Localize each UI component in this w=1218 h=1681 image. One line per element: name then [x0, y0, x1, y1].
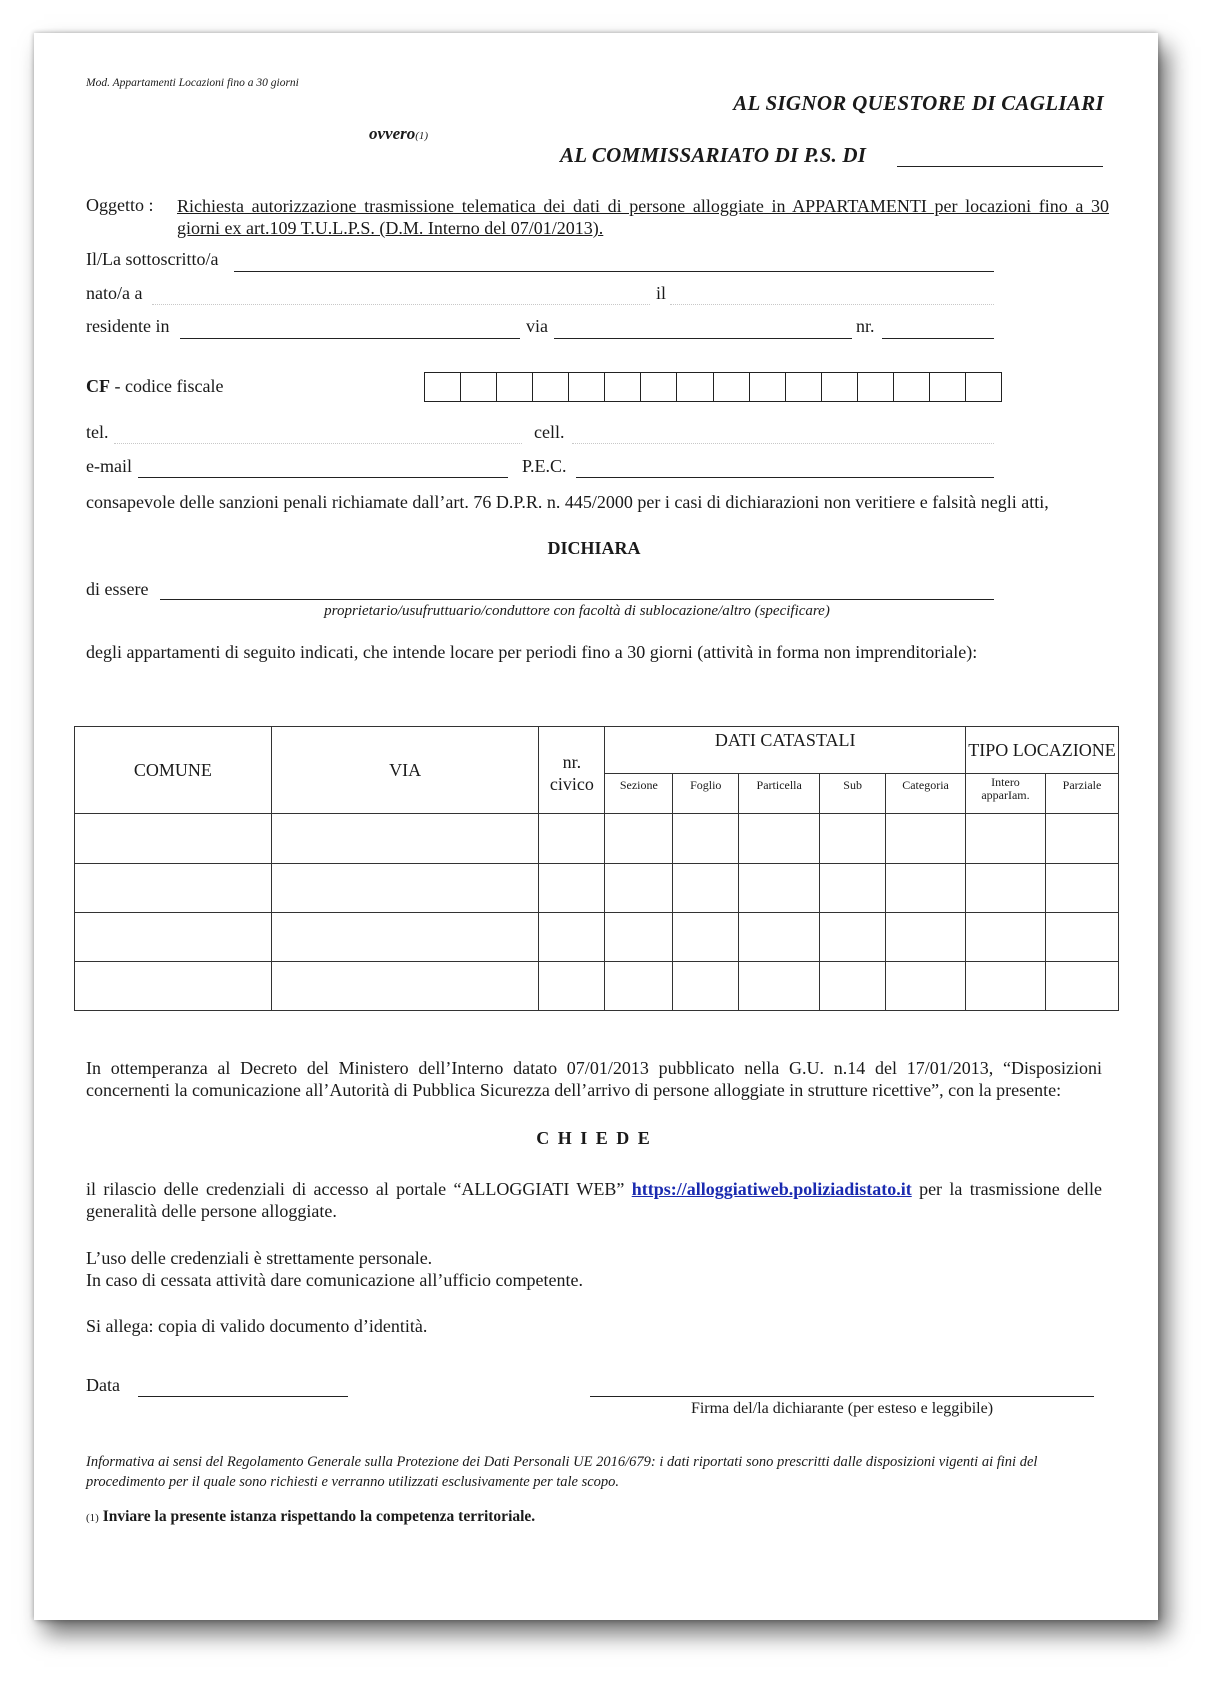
header-categoria: Categoria: [886, 774, 966, 814]
table-cell[interactable]: [271, 814, 539, 864]
fiscal-code-cell[interactable]: [569, 373, 605, 401]
header-civic-number: nr. civico: [539, 727, 605, 814]
table-cell[interactable]: [966, 864, 1046, 913]
privacy-notice: Informativa ai sensi del Regolamento Generale sulla Protezione dei Dati Personali UE 2016/679: i dati riportati sono prescritti dalle disposizioni vigenti ai fini del procedimento per il quale sono richiesti e verranno utilizzati esclusivamente per tale scopo.: [86, 1454, 1038, 1490]
table-cell[interactable]: [75, 913, 272, 962]
cessation-text: In caso di cessata attività dare comunicazione all’ufficio competente.: [86, 1270, 583, 1290]
cf-label-bold: CF: [86, 376, 110, 396]
table-cell[interactable]: [75, 962, 272, 1011]
fiscal-code-cell[interactable]: [894, 373, 930, 401]
street-label: via: [526, 316, 548, 336]
fiscal-code-cell[interactable]: [641, 373, 677, 401]
table-row: [75, 913, 1119, 962]
table-cell[interactable]: [75, 864, 272, 913]
fiscal-code-cell[interactable]: [858, 373, 894, 401]
signature-label: Firma del/la dichiarante (per esteso e leggibile): [690, 1400, 994, 1417]
declaration-intro: consapevole delle sanzioni penali richiamate dall’art. 76 D.P.R. n. 445/2000 per i casi di dichiarazioni non veritiere e falsità negli atti,: [86, 492, 1049, 512]
commissariato-city-field[interactable]: [897, 166, 1103, 167]
footnote: [86, 1508, 535, 1526]
table-cell[interactable]: [673, 913, 739, 962]
email-field[interactable]: [138, 477, 508, 478]
table-cell[interactable]: [271, 962, 539, 1011]
email-label: e-mail: [86, 456, 132, 476]
fiscal-code-boxes[interactable]: [424, 372, 1002, 402]
fiscal-code-cell[interactable]: [750, 373, 786, 401]
table-cell[interactable]: [673, 962, 739, 1011]
table-cell[interactable]: [966, 962, 1046, 1011]
table-cell[interactable]: [539, 962, 605, 1011]
pec-field[interactable]: [576, 477, 994, 478]
fiscal-code-cell[interactable]: [966, 373, 1001, 401]
fiscal-code-cell[interactable]: [605, 373, 641, 401]
apartments-text: degli appartamenti di seguito indicati, che intende locare per periodi fino a 30 giorni (attività in forma non imprenditoriale):: [86, 642, 978, 662]
signature-field[interactable]: [590, 1396, 1094, 1397]
born-label: nato/a a: [86, 283, 143, 303]
or-note-marker: (1): [415, 130, 429, 142]
role-hint: proprietario/usufruttuario/conduttore con facoltà di sublocazione/altro (specificare): [324, 603, 830, 619]
table-cell[interactable]: [1045, 864, 1118, 913]
residence-field[interactable]: [180, 338, 520, 339]
street-number-field[interactable]: [882, 338, 994, 339]
table-cell[interactable]: [886, 864, 966, 913]
fiscal-code-cell[interactable]: [822, 373, 858, 401]
table-cell[interactable]: [739, 814, 820, 864]
or-text: ovvero: [369, 124, 416, 143]
fiscal-code-cell[interactable]: [714, 373, 750, 401]
table-row: [75, 814, 1119, 864]
header-rental-type: TIPO LOCAZIONE: [966, 727, 1119, 774]
requests-heading: C H I E D E: [536, 1128, 652, 1148]
apartments-table: [74, 726, 1119, 1011]
subject-label: Oggetto :: [86, 195, 154, 215]
cf-label-rest: - codice fiscale: [110, 376, 224, 396]
cf-label: [86, 376, 223, 397]
table-cell[interactable]: [1045, 814, 1118, 864]
table-cell[interactable]: [739, 913, 820, 962]
date-field[interactable]: [138, 1396, 348, 1397]
header-sezione: Sezione: [605, 774, 673, 814]
pec-label: P.E.C.: [522, 456, 567, 476]
phone-field[interactable]: [114, 443, 522, 444]
header-cadastral-data: DATI CATASTALI: [605, 727, 966, 774]
table-cell[interactable]: [673, 864, 739, 913]
table-cell[interactable]: [1045, 962, 1118, 1011]
signatory-field[interactable]: [234, 271, 994, 272]
table-cell[interactable]: [886, 962, 966, 1011]
declares-heading: DICHIARA: [547, 538, 641, 558]
fiscal-code-cell[interactable]: [930, 373, 966, 401]
or-label: [369, 124, 428, 144]
table-row: [75, 864, 1119, 913]
header-foglio: Foglio: [673, 774, 739, 814]
table-cell[interactable]: [820, 962, 886, 1011]
decree-text: In ottemperanza al Decreto del Ministero dell’Interno datato 07/01/2013 pubblicato nella G.U. n.14 del 17/01/2013, “Disposizioni concernenti la comunicazione all’Autorità di Pubblica Sicurezza dell’arrivo di persone alloggiate in strutture ricettive”, con la presente:: [86, 1058, 1102, 1100]
fiscal-code-cell[interactable]: [425, 373, 461, 401]
table-cell[interactable]: [539, 864, 605, 913]
fiscal-code-cell[interactable]: [677, 373, 713, 401]
date-label: Data: [86, 1375, 120, 1395]
fiscal-code-cell[interactable]: [497, 373, 533, 401]
role-field[interactable]: [160, 599, 994, 600]
table-cell[interactable]: [271, 913, 539, 962]
table-cell[interactable]: [539, 913, 605, 962]
table-cell[interactable]: [605, 864, 673, 913]
fiscal-code-cell[interactable]: [461, 373, 497, 401]
table-cell[interactable]: [605, 814, 673, 864]
header-via: VIA: [271, 727, 539, 814]
header-particella: Particella: [739, 774, 820, 814]
table-cell[interactable]: [673, 814, 739, 864]
credentials-text: [86, 1178, 1102, 1222]
form-page: [34, 33, 1158, 1620]
header-comune: COMUNE: [75, 727, 272, 814]
credentials-after: per la trasmissione delle generalità delle persone alloggiate.: [86, 1179, 1102, 1221]
table-cell[interactable]: [539, 814, 605, 864]
model-label: Mod. Appartamenti Locazioni fino a 30 giorni: [86, 77, 299, 89]
mobile-field[interactable]: [572, 443, 994, 444]
header-parziale: Parziale: [1045, 774, 1118, 814]
addressee-questore: AL SIGNOR QUESTORE DI CAGLIARI: [733, 91, 1104, 115]
signatory-label: Il/La sottoscritto/a: [86, 249, 219, 269]
table-cell[interactable]: [739, 864, 820, 913]
phone-label: tel.: [86, 422, 109, 442]
table-cell[interactable]: [966, 814, 1046, 864]
table-cell[interactable]: [886, 814, 966, 864]
table-cell[interactable]: [271, 864, 539, 913]
footnote-marker: (1): [86, 1512, 99, 1524]
birthdate-field[interactable]: [670, 304, 994, 305]
table-cell[interactable]: [820, 913, 886, 962]
header-intero: Intero apparIam.: [966, 774, 1046, 814]
table-cell[interactable]: [820, 814, 886, 864]
resident-label: residente in: [86, 316, 170, 336]
footnote-text: Inviare la presente istanza rispettando la competenza territoriale.: [102, 1508, 536, 1525]
mobile-label: cell.: [534, 422, 565, 442]
attachment-text: Si allega: copia di valido documento d’identità.: [86, 1316, 428, 1336]
street-field[interactable]: [554, 338, 852, 339]
header-sub: Sub: [820, 774, 886, 814]
fiscal-code-cell[interactable]: [533, 373, 569, 401]
credentials-before: il rilascio delle credenziali di accesso al portale “ALLOGGIATI WEB”: [86, 1179, 625, 1199]
table-cell[interactable]: [75, 814, 272, 864]
table-row: [75, 962, 1119, 1011]
birthplace-field[interactable]: [152, 304, 650, 305]
table-cell[interactable]: [886, 913, 966, 962]
table-cell[interactable]: [966, 913, 1046, 962]
fiscal-code-cell[interactable]: [786, 373, 822, 401]
born-on-label: il: [656, 283, 667, 303]
table-cell[interactable]: [739, 962, 820, 1011]
table-cell[interactable]: [605, 962, 673, 1011]
personal-use-text: L’uso delle credenziali è strettamente personale.: [86, 1248, 433, 1268]
number-label: nr.: [856, 316, 875, 336]
table-cell[interactable]: [820, 864, 886, 913]
table-cell[interactable]: [605, 913, 673, 962]
table-cell[interactable]: [1045, 913, 1118, 962]
portal-link[interactable]: https://alloggiatiweb.poliziadistato.it: [631, 1179, 912, 1199]
being-label: di essere: [86, 579, 149, 599]
subject-text: Richiesta autorizzazione trasmissione telematica dei dati di persone alloggiate in APPARTAMENTI per locazioni fino a 30 giorni ex art.109 T.U.L.P.S. (D.M. Interno del 07/01/2013).: [177, 196, 1109, 238]
addressee-commissariato: AL COMMISSARIATO DI P.S. DI: [560, 143, 867, 167]
